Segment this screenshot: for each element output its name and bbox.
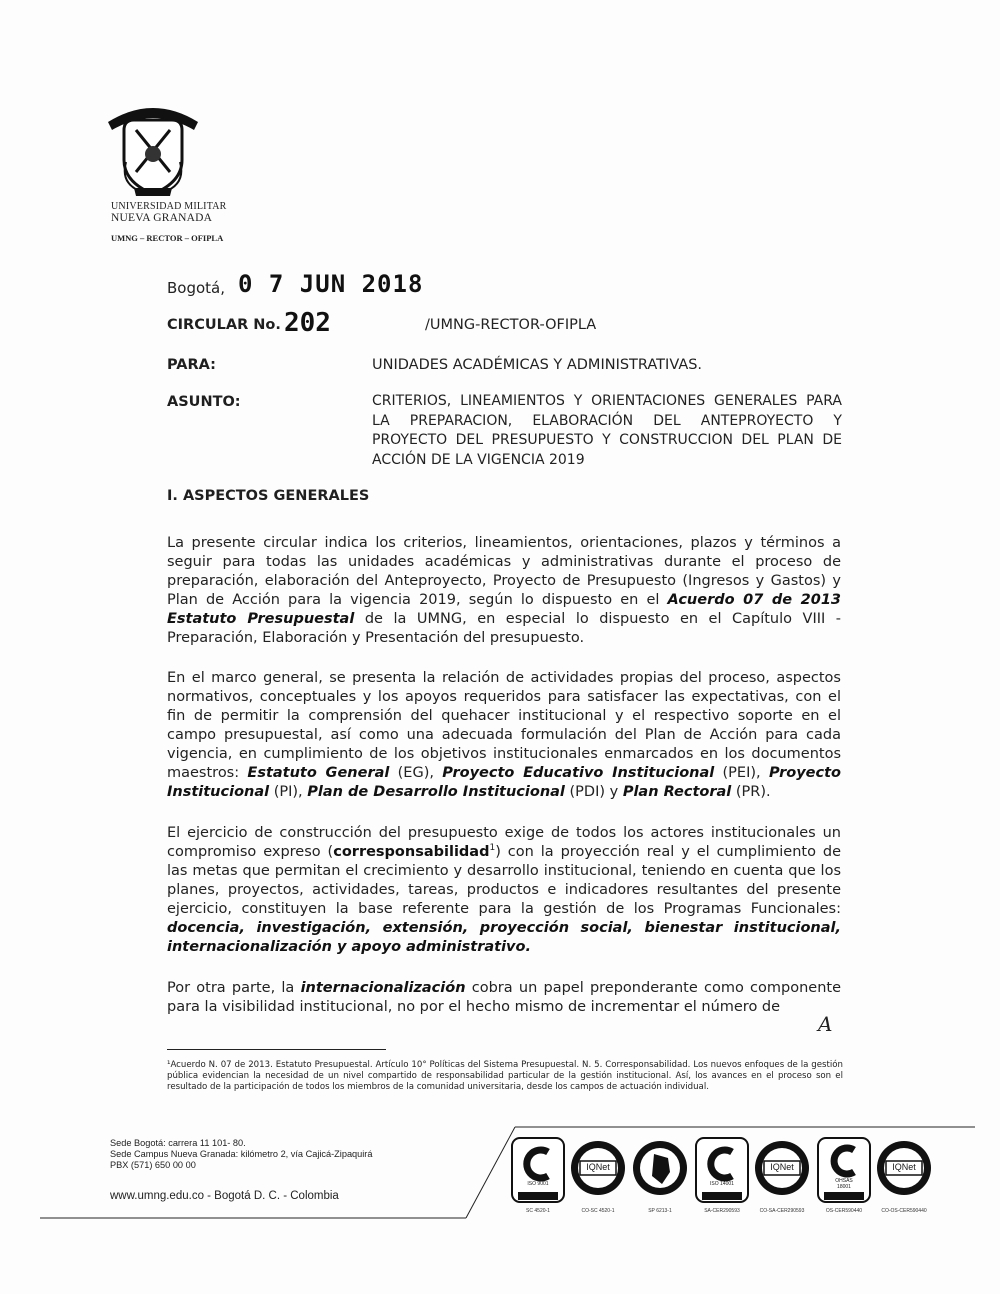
footer-website: www.umng.edu.co - Bogotá D. C. - Colombia: [110, 1190, 339, 1202]
cert-iqnet-3: IQNet CO-OS-CER590440: [874, 1136, 934, 1216]
section-title: I. ASPECTOS GENERALES: [167, 488, 370, 504]
cert-colombia-seal: SP 6213-1: [630, 1136, 690, 1216]
footnote-divider: [167, 1049, 386, 1050]
date-city: Bogotá,: [167, 279, 226, 297]
footer-address-campus: Sede Campus Nueva Granada: kilómetro 2, vía Cajicá-Zipaquirá: [110, 1149, 373, 1159]
circular-number: 202: [284, 308, 331, 338]
university-name-line2: NUEVA GRANADA: [111, 212, 213, 224]
cert-icontec-ohsas: OHSAS 18001 OS-CER590440: [814, 1136, 874, 1216]
paragraph-1: La presente circular indica los criterios, lineamientos, orientaciones, plazos y términos a seguir para todas las unidades académicas y administrativas durante el proceso de preparación, elaboración del Anteproyecto, Proyecto de Presupuesto (Ingresos y Gastos) y Plan de Acción para la vigencia 2019, según lo dispuesto en el Acuerdo 07 de 2013 Estatuto Presupuestal de la UMNG, en especial lo dispuesto en el Capítulo VIII - Preparación, Elaboración y Presentación del presupuesto.: [167, 535, 842, 646]
footnote-text: ¹Acuerdo N. 07 de 2013. Estatuto Presupuestal. Artículo 10° Políticas del Sistema Presupuestal. N. 5. Corresponsabilidad. Los nuevos enfoques de la gestión pública evidencian la necesidad de un nivel compartido de responsabilidad particular de la gestión institucional. Así, los avances en el proceso son el resultado de la participación de todos los miembros de la comunidad universitaria, desde los campos de actuación individual.: [167, 1060, 843, 1092]
subject-value: CRITERIOS, LINEAMIENTOS Y ORIENTACIONES GENERALES PARA LA PREPARACION, ELABORACIÓN DEL ANTEPROYECTO Y PROYECTO DEL PRESUPUESTO Y CONSTRUCCION DEL PLAN DE ACCIÓN DE LA VIGENCIA 2019: [372, 393, 842, 468]
paragraph-3: El ejercicio de construcción del presupuesto exige de todos los actores institucionales un compromiso expreso (corresponsabilidad$^1$) con la proyección real y el cumplimiento de las metas que permitan el crecimiento y desarrollo institucional, teniendo en cuenta que los planes, proyectos, actividades, tareas, productos e indicadores resultantes del presente ejercicio, constituyen la base referente para la gestión de los Programas Funcionales: docencia, investigación, extensión, proyección social, bienestar institucional, internacionalización y apoyo administrativo.: [167, 825, 842, 955]
paragraph-4: Por otra parte, la internacionalización cobra un papel preponderante como componente para la visibilidad institucional, no por el hecho mismo de incrementar el número de: [167, 980, 841, 1015]
to-value: UNIDADES ACADÉMICAS Y ADMINISTRATIVAS.: [372, 357, 703, 373]
circular-label: CIRCULAR No.: [167, 317, 281, 333]
cert-iqnet-1: IQNet CO-SC 4520-1: [568, 1136, 628, 1216]
signature-initials: A: [818, 1012, 833, 1036]
to-label: PARA:: [167, 357, 216, 373]
university-crest-logo: [104, 100, 202, 200]
office-code: UMNG – RECTOR – OFIPLA: [111, 233, 224, 243]
subject-label: ASUNTO:: [167, 394, 241, 410]
footer-phone: PBX (571) 650 00 00: [110, 1160, 196, 1170]
cert-icontec-iso9001: ISO 9001 SC 4520-1: [508, 1136, 568, 1216]
date-stamp: 0 7 JUN 2018: [238, 270, 424, 298]
footer-address-bogota: Sede Bogotá: carrera 11 101- 80.: [110, 1138, 246, 1148]
paragraph-2: En el marco general, se presenta la relación de actividades propias del proceso, aspectos normativos, conceptuales y los apoyos requeridos para satisfacer las expectativas, con el fin de permitir la comprensión del quehacer institucional y el respectivo soporte en el campo presupuestal, así como una adecuada formulación del Plan de Acción para cada vigencia, en cumplimiento de los objetivos institucionales enmarcados en los documentos maestros: Estatuto General (EG), Proyecto Educativo Institucional (PEI), Proyecto Institucional (PI), Plan de Desarrollo Institucional (PDI) y Plan Rectoral (PR).: [167, 670, 842, 800]
circular-suffix: /UMNG-RECTOR-OFIPLA: [425, 317, 597, 333]
cert-icontec-iso14001: ISO 14001 SA-CER290593: [692, 1136, 752, 1216]
university-name-line1: UNIVERSIDAD MILITAR: [111, 201, 227, 212]
cert-iqnet-2: IQNet CO-SA-CER290593: [752, 1136, 812, 1216]
